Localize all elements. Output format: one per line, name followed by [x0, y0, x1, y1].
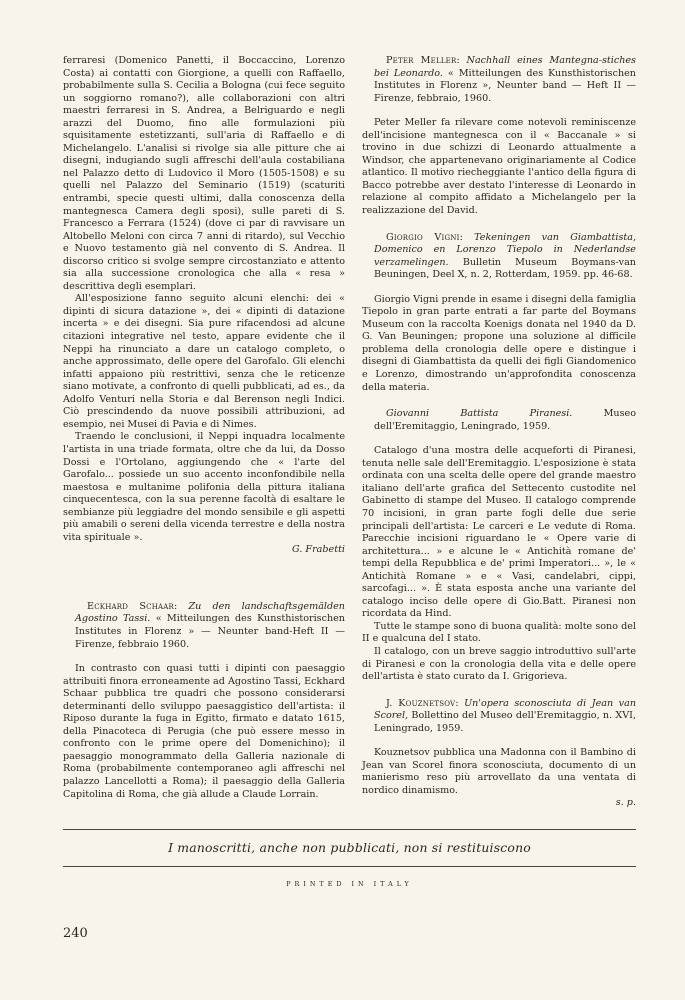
schaar-body: In contrasto con quasi tutti i dipinti con paesaggio attribuiti finora erroneamente ad Agostino Tassi, Eckhard Schaar pubblica tre quadri che possono considerarsi determinanti dello sviluppo paesaggistico dell'artista: il Riposo durante la fuga in Egitto, firmato e datato 1615, della Pinacoteca di Perugia (che può essere messo in confronto con le prime opere del Domenichino); il paesaggio monogrammato della Galleria nazionale di Roma (probabilmente contemporaneo agli affreschi nel palazzo Lancellotti a Roma); il paesaggio della Galleria Capitolina di Roma, che già allude a Claude Lorrain.: [63, 663, 345, 800]
piranesi-publication: Museo dell'Eremitaggio, Leningrado, 1959.: [374, 408, 636, 432]
meller-author: Peter Meller: [386, 55, 457, 66]
manuscripts-notice: I manoscritti, anche non pubblicati, non si restituiscono: [168, 840, 531, 855]
piranesi-entry-heading: [362, 408, 636, 433]
vigni-publication: Bulletin Museum Boymans-van Beuningen, Deel X, n. 2, Rotterdam, 1959. pp. 46-68.: [374, 256, 636, 281]
kouznetsov-title: Un'opera sconosciuta di Jean van Scorel,: [374, 697, 636, 722]
meller-body: Peter Meller fa rilevare come notevoli reminiscenze dell'incisione mantegnesca con il « Baccanale » si trovino in due schizzi di Leonardo attualmente a Windsor, che appartenevano originariamente al Codice atlantico. Il motivo riecheggiante l'antico della figura di Bacco potrebbe aver destato l'interesse di Leonardo in relazione al compito affidato a Michelangelo per la realizzazione del David.: [362, 117, 636, 217]
signature-sp: s. p.: [615, 797, 636, 809]
schaar-title: Zu den landschaftsgemälden Agostino Tassi.: [75, 600, 345, 625]
schaar-publication: « Mitteilungen des Kunsthistorischen Institutes in Florenz » — Neunter band-Heft II — Firenze, febbraio 1960.: [75, 613, 345, 650]
signature-frabetti: G. Frabetti: [292, 544, 345, 556]
review-conclusion-paragraph: Traendo le conclusioni, il Neppi inquadra localmente l'artista in una triade formata, oltre che da lui, da Dosso Dossi e l'Ortolano, aggiungendo che « l'arte del Garofalo... possiede un suo accento inconfondibile nella maestosa e multanime polifonia della pittura italiana cinquecentesca, con la sua perenne facoltà di esaltare le sembianze più leggiadre del mondo sensibile e gli aspetti più amabili o sereni della vicenda terrestre e della nostra vita spirituale ».: [63, 431, 345, 543]
meller-publication: « Mitteilungen des Kunsthistorischen Institutes in Florenz », Neunter band — Heft II — Firenze, febbraio, 1960.: [374, 67, 636, 104]
piranesi-title: Giovanni Battista Piranesi.: [386, 408, 573, 420]
piranesi-body: Catalogo d'una mostra delle acqueforti di Piranesi, tenuta nelle sale dell'Eremitaggio. L'esposizione è stata ordinata con una scelta delle opere del grande maestro italiano dell'arte grafica del Settecento custodite nel Gabinetto di stampe del Museo. Il catalogo comprende 70 incisioni, in gran parte fogli delle due serie principali dell'artista: Le carceri e Le vedute di Roma. Parecchie incisioni riguardano le « Opere varie di architettura... » e alcune le « Antichità romane de' tempi della Repubblica e de' primi Imperatori... », le « Antichità Romane » e « Vasi, candelabri, cippi, sarcofagi... ». È stata esposta anche una variante del catalogo inciso delle opere di Gio.Batt. Piranesi non ricordata da Hind.: [362, 445, 636, 620]
vigni-title: Tekeningen van Giambattista, Domenico en Lorenzo Tiepolo in Nederlandse verzamelingen.: [374, 231, 636, 268]
piranesi-body-quality: Tutte le stampe sono di buona qualità: molte sono del II e qualcuna del I stato.: [362, 620, 636, 645]
meller-title: Nachhall eines Mantegna-stiches bei Leonardo.: [374, 55, 636, 79]
kouznetsov-publication: Bollettino del Museo dell'Eremitaggio, n. XVI, Leningrado, 1959.: [374, 710, 636, 734]
printed-in-italy: PRINTED IN ITALY: [286, 880, 413, 888]
right-column: [362, 55, 636, 810]
notice-top-rule: [63, 829, 636, 830]
vigni-body: Giorgio Vigni prende in esame i disegni della famiglia Tiepolo in gran parte entrati a far parte del Boymans Museum con la raccolta Koenigs donata nel 1940 da D. G. Van Beuningen; propone una soluzione al difficile problema della cronologia delle opere e distingue i disegni di Giambattista da quelli dei figli Giandomenico e Lorenzo, dimostrando un'approfondita conoscenza della materia.: [362, 293, 636, 393]
review-continuation-paragraph: ferraresi (Domenico Panetti, il Boccaccino, Lorenzo Costa) ai contatti con Giorgione, a quelli con Raffaello, probabilmente sulla S. Cecilia a Bologna (cui fece seguito un soggiorno romano?), alle collaborazioni con altri maestri ferraresi in S. Andrea, a Belriguardo e negli arazzi del Duomo, fino alle formulazioni più squisitamente estetizzanti, sull'aria di Raffaello e di Michelangelo. L'analisi si rivolge sia alle pitture che ai disegni, indugiando sugli affreschi dell'aula costabiliana nel Palazzo detto di Ludovico il Moro (1505-1508) e su quelli nel Palazzo del Seminario (1519) (scaturiti entrambi, specie questi ultimi, dalla conoscenza della mantegnesca Camera degli sposi), sulle pareti di S. Francesco a Ferrara (1524) (dove ci par di ravvisare un Altobello Meloni con circa 7 anni di ritardo), sul Vecchio e Nuovo testamento già nel convento di S. Andrea. Il discorso critico si svolge sempre circostanziato e attento sia alla successione cronologica che alla « resa » descrittiva degli esemplari.: [63, 55, 345, 292]
review-lists-paragraph: All'esposizione fanno seguito alcuni elenchi: dei « dipinti di sicura datazione », dei « dipinti di datazione incerta » e dei disegni. Sia pure rifacendosi ad alcune citazioni integrative nel testo, appare evidente che il Neppi ha rinunciato a dare un catalogo completo, o anche approssimato, delle opere del Garofalo. Gli elenchi infatti appaiono più restrittivi, senza che le reticenze siano motivate, a confronto di quelli pubblicati, ad es., da Adolfo Venturi nella Storia e dal Berenson negli Indici. Ciò prescindendo da nuove possibili attribuzioni, ad esempio, nei Musei di Pavia e di Nimes.: [63, 293, 345, 430]
vigni-entry-heading: Giorgio Vigni: Tekeningen van Giambattista, Domenico en Lorenzo Tiepolo in Nederlandse verzamelingen. Bulletin Museum Boymans-van Beuningen, Deel X, n. 2, Rotterdam, 1959. pp. 46-68.: [374, 231, 636, 281]
piranesi-body-catalog: Il catalogo, con un breve saggio introduttivo sull'arte di Piranesi e con la cronologia della vita e delle opere dell'artista è stato curato da I. Grigorieva.: [362, 645, 636, 683]
notice-bottom-rule: [63, 866, 636, 867]
left-column: [63, 55, 345, 801]
meller-entry-heading: Peter Meller: Nachhall eines Mantegna-stiches bei Leonardo. « Mitteilungen des Kunsthistorischen Institutes in Florenz », Neunter band — Heft II — Firenze, febbraio, 1960.: [374, 55, 636, 104]
vigni-author: Giorgio Vigni: [386, 231, 460, 243]
kouznetsov-author: J. Kouznetsov: [386, 697, 456, 709]
kouznetsov-entry-heading: J. Kouznetsov: Un'opera sconosciuta di Jean van Scorel, Bollettino del Museo dell'Eremitaggio, n. XVI, Leningrado, 1959.: [374, 697, 636, 734]
schaar-entry-heading: Eckhard Schaar: Zu den landschaftsgemälden Agostino Tassi. « Mitteilungen des Kunsthistorischen Institutes in Florenz » — Neunter band-Heft II — Firenze, febbraio 1960.: [75, 600, 345, 650]
kouznetsov-body: Kouznetsov pubblica una Madonna con il Bambino di Jean van Scorel finora sconosciuta, documento di un manierismo reso più arrovellato da una ventata di nordico dinamismo.: [362, 747, 636, 796]
page-number: 240: [63, 926, 88, 941]
schaar-author: Eckhard Schaar: [87, 600, 175, 612]
